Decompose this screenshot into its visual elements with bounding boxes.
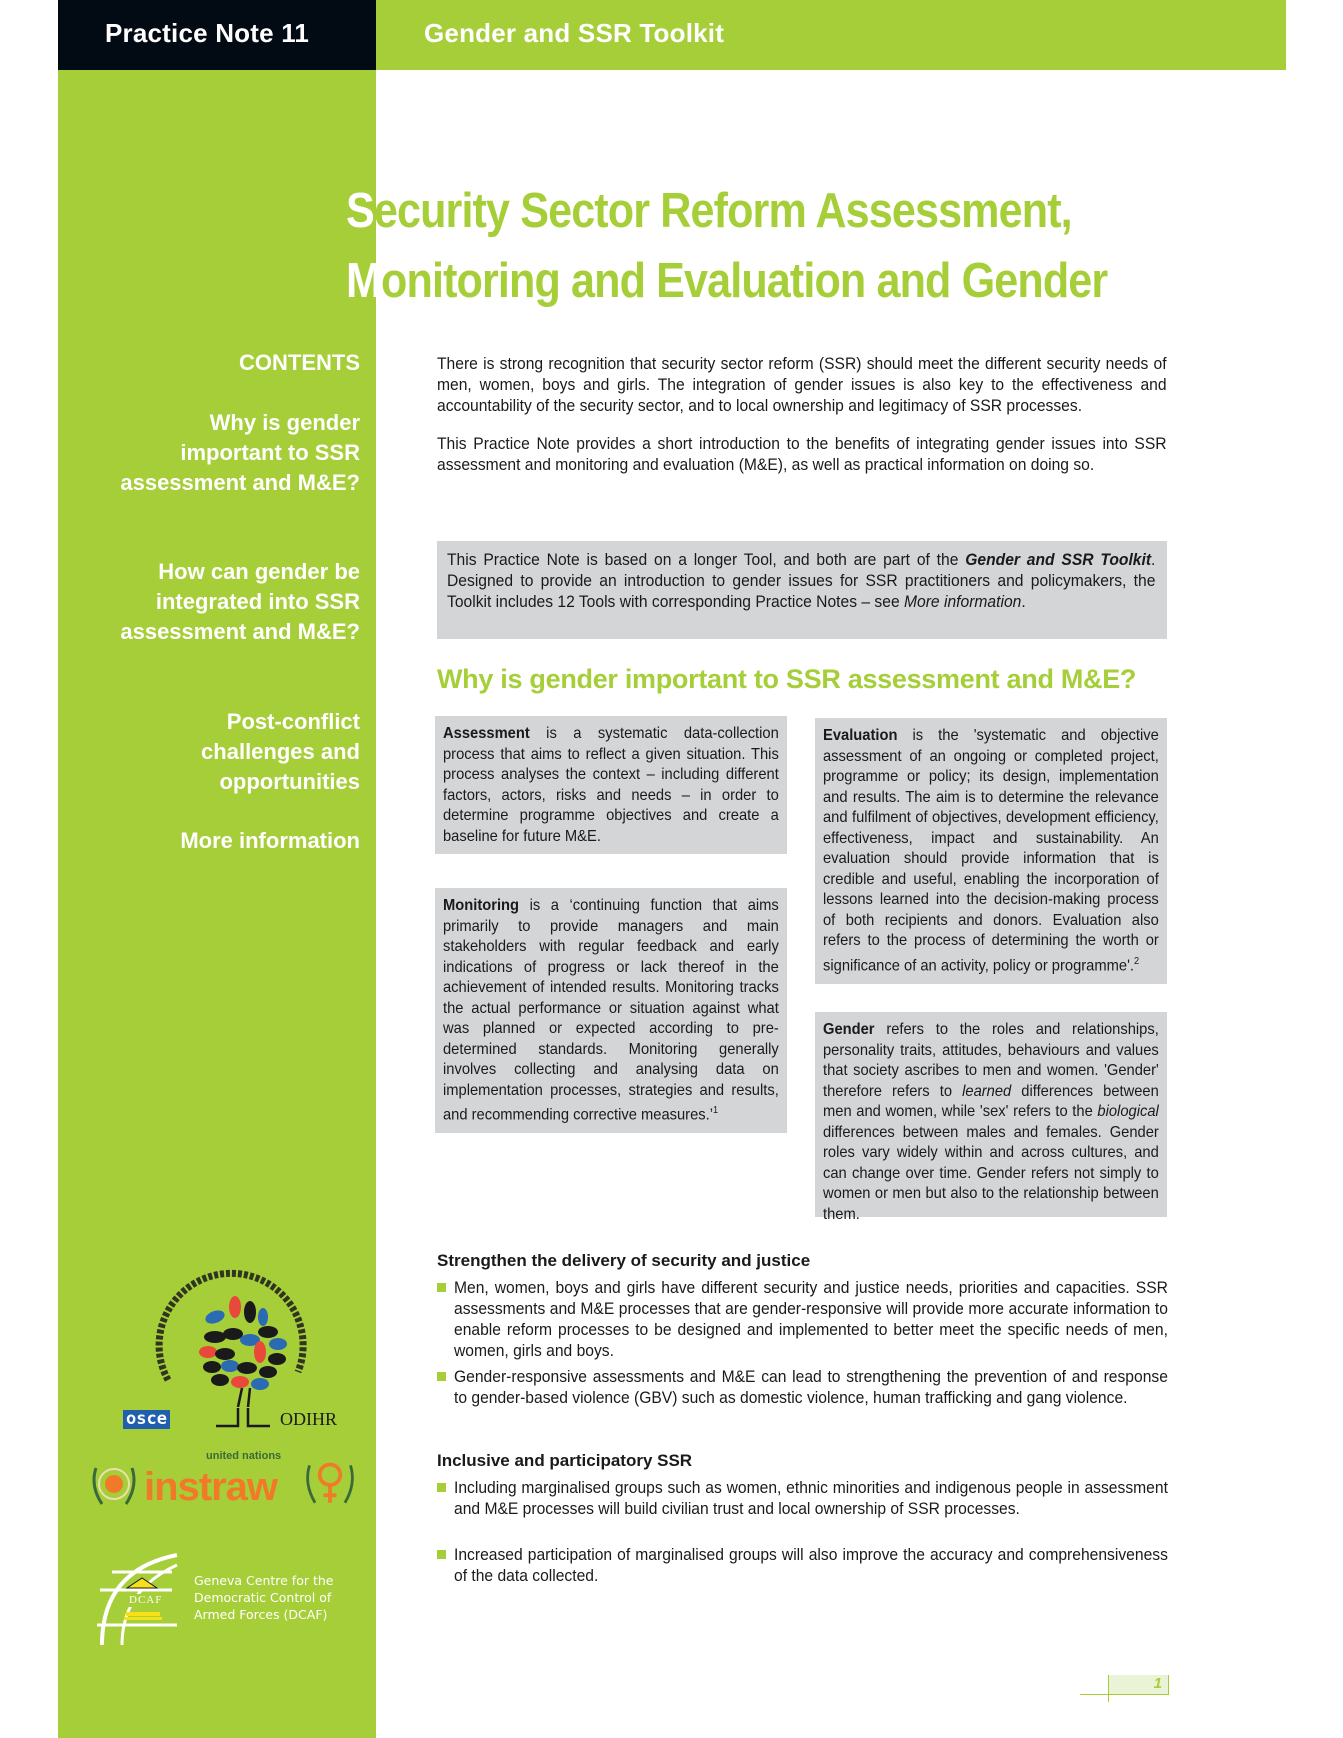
toolkit-text-2: . Designed to provide an introduction to gender issues for SSR practitioners and policymakers, the Toolkit includes 12 Tools with corresponding Practice Notes – see [447,550,1156,611]
term-monitoring: Monitoring [443,897,520,914]
definition-evaluation [815,718,1167,984]
emphasis-learned: learned [962,1082,1012,1100]
title-cap-m: M [346,254,382,308]
odihr-tree-icon [120,1262,360,1407]
list-item [437,1366,1167,1408]
instraw-logo [88,1450,358,1520]
page-title [346,176,1107,316]
toolkit-text-3: . [1021,592,1026,611]
dcaf-name-line-2: Democratic Control of [194,1590,332,1605]
definition-text: is a ‘continuing function that aims primarily to provide managers and main stakeholders with regular feedback and early indications of progress or lack thereof in the achievement of intended results. Monitoring tracks the actual performance or situation against what was planned or expected according to pre-determined standards. Monitoring generally involves collecting and analysing data on implementation processes, strategies and results, and recommending corrective measures.’ [443,897,779,1124]
header-toolkit-band [376,0,1286,70]
instraw-wordmark: instraw [144,1465,278,1509]
intro-paragraph-2: This Practice Note provides a short introduction to the benefits of integrating gender issues into SSR assessment and monitoring and evaluation (M&E), as well as practical information on doing so. [437,434,1167,474]
page-number-rule [1080,1694,1108,1695]
benefit-heading-inclusive: Inclusive and participatory SSR [437,1451,693,1470]
section-heading: Why is gender important to SSR assessment and M&E? [437,664,1137,694]
footnote-ref[interactable]: 2 [1133,955,1140,967]
title-cap-s: S [346,184,374,238]
dcaf-emblem-text: DCAF [129,1594,163,1606]
definition-text: is a systematic data-collection process that aims to reflect a given situation. This process analyses the context – including different factors, actors, risks and needs – in order to determine programme objectives and create a baseline for future M&E. [443,725,779,845]
bullet-square-icon [437,1283,446,1292]
page-number-tick [1108,1694,1109,1702]
list-item [437,1544,1167,1586]
toolkit-note-box [437,541,1167,639]
un-emblem-icon [88,1456,140,1516]
bullet-text: Gender-responsive assessments and M&E can lead to strengthening the prevention of and response to gender-based violence (GBV) such as domestic violence, human trafficking and gang violence. [454,1367,1168,1407]
page-number-box [1108,1675,1169,1695]
dcaf-name-line-1: Geneva Centre for the [194,1573,334,1588]
title-line-2: onitoring and Evaluation and Gender [381,254,1108,308]
term-gender: Gender [823,1021,875,1038]
bullet-square-icon [437,1550,446,1559]
footnote-ref[interactable]: 1 [712,1105,719,1116]
definition-text: differences between men and women, while 'sex' refers to the [823,1082,1159,1120]
header-note-block [58,0,376,70]
term-assessment: Assessment [443,725,530,742]
practice-note-label: Practice Note 11 [105,18,310,48]
intro-paragraph-1: There is strong recognition that security sector reform (SSR) should meet the different security needs of men, women, boys and girls. The integration of gender issues is also key to the effectiveness and accountability of the security sector, and to local ownership and legitimacy of SSR processes. [437,354,1167,415]
bullet-square-icon [437,1483,446,1492]
odihr-logo [120,1262,360,1432]
instraw-united-nations: united nations [206,1450,282,1462]
contents-heading: CONTENTS [239,350,360,375]
contents-item-more-info[interactable]: More information [180,828,360,853]
dcaf-logo [92,1550,362,1650]
tree-base-icon [212,1408,272,1428]
toolkit-label: Gender and SSR Toolkit [424,18,725,48]
toolkit-text-1: This Practice Note is based on a longer Tool, and both are part of the [447,550,966,569]
contents-item-why[interactable]: Why is gender important to SSR assessment and M&E? [120,410,360,495]
bullet-square-icon [437,1372,446,1381]
definition-text: differences between males and females. Gender roles vary widely within and across cultures, and can change over time. Gender refers not simply to women or men but also to the relationship between them. [823,1123,1159,1223]
definition-assessment [435,716,787,854]
definition-monitoring [435,888,787,1133]
term-evaluation: Evaluation [823,727,898,744]
benefit-heading-security: Strengthen the delivery of security and justice [437,1251,811,1270]
toolkit-title-emphasis: Gender and SSR Toolkit [965,550,1152,569]
definition-text: refers to the roles and relationships, personality traits, attitudes, behaviours and values that society ascribes to men and women. 'Gender' therefore refers to [823,1021,1159,1100]
contents-item-post-conflict[interactable]: Post-conflict challenges and opportunities [201,709,360,794]
odihr-wordmark: ODIHR [280,1409,337,1429]
list-item [437,1277,1167,1361]
bullet-text: Including marginalised groups such as women, ethnic minorities and indigenous people in assessment and M&E processes will build civilian trust and local ownership of SSR processes. [454,1478,1168,1518]
bullet-text: Men, women, boys and girls have different security and justice needs, priorities and capacities. SSR assessments and M&E processes that are gender-responsive will provide more accurate information to enable reform processes to be designed and implemented to better meet the specific needs of men, women, girls and boys. [454,1278,1168,1360]
page-number: 1 [1153,1675,1162,1692]
definition-gender [815,1012,1167,1223]
dcaf-name [194,1572,333,1623]
intro [437,353,1167,475]
more-information-link[interactable]: More information [903,592,1022,611]
osce-wordmark: osce [123,1410,170,1429]
female-symbol-icon [302,1454,358,1516]
title-line-1: ecurity Sector Reform Assessment, [373,184,1072,238]
definition-text: is the 'systematic and objective assessment of an ongoing or completed project, programme or policy; its design, implementation and results. The aim is to determine the relevance and fulfilment of objectives, development efficiency, effectiveness, impact and sustainability. An evaluation should provide information that is credible and useful, enabling the incorporation of lessons learned into the decision-making process of both recipients and donors. Evaluation also refers to the process of determining the worth or significance of an activity, policy or programme'. [823,727,1159,974]
emphasis-biological: biological [1097,1103,1159,1120]
bullet-text: Increased participation of marginalised groups will also improve the accuracy and comprehensiveness of the data collected. [454,1545,1168,1585]
contents-item-how[interactable]: How can gender be integrated into SSR assessment and M&E? [120,559,360,644]
dcaf-name-line-3: Armed Forces (DCAF) [194,1607,328,1622]
list-item [437,1477,1167,1519]
